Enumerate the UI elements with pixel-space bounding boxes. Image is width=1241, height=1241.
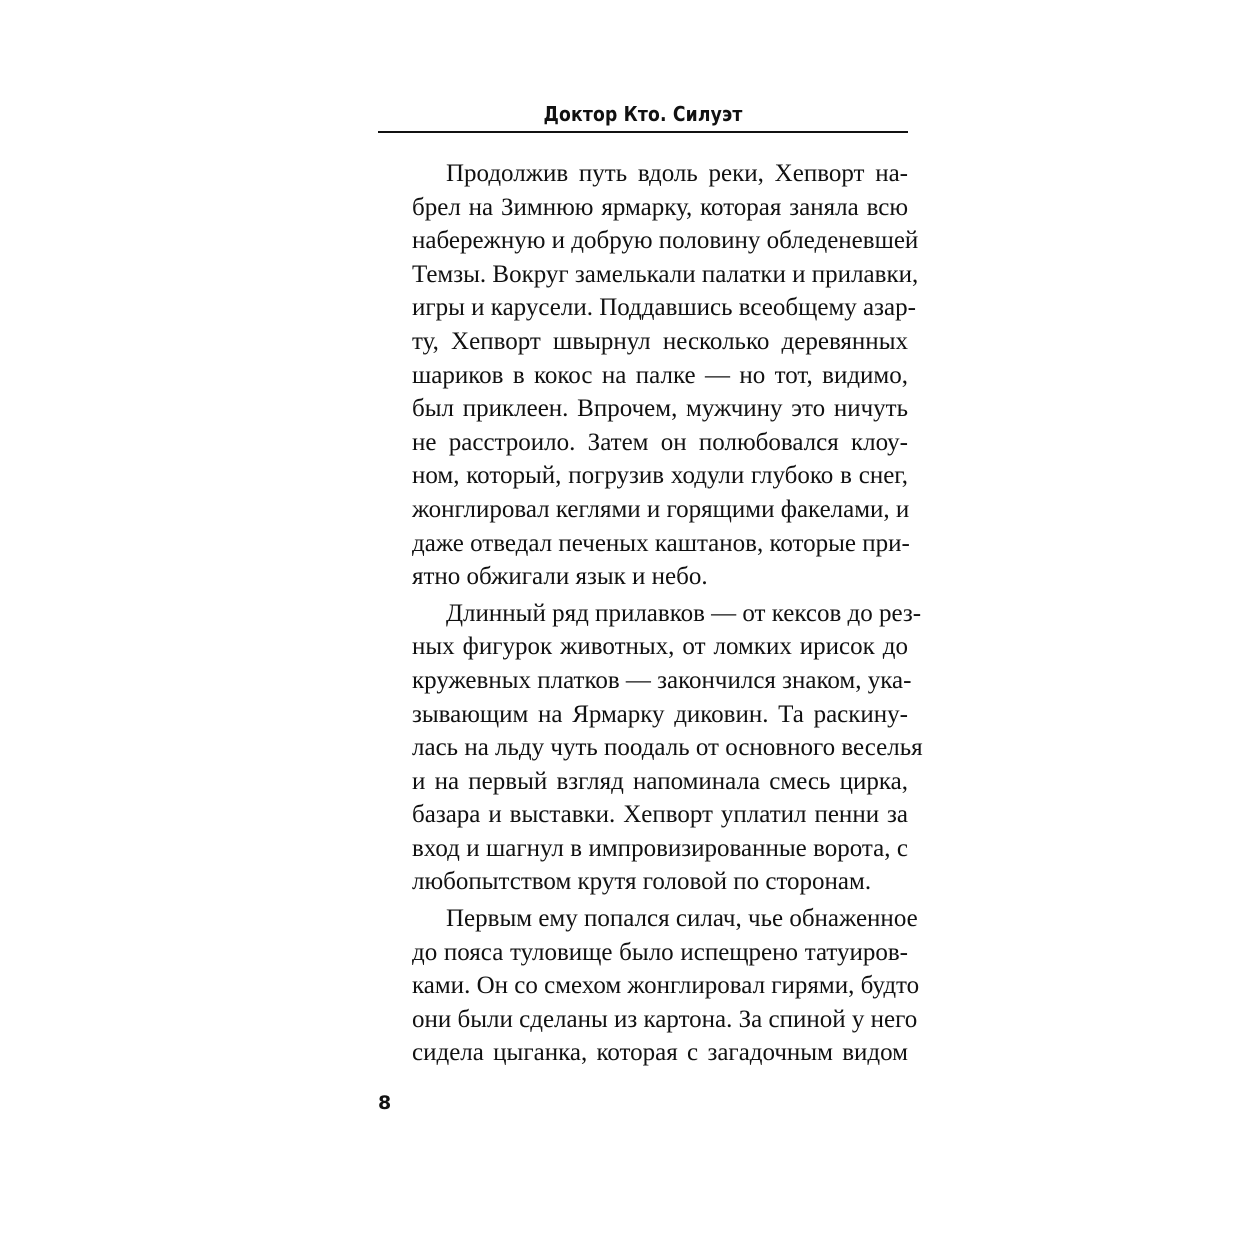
text-line: кружевных платков — закончился знаком, ука- [412,666,912,694]
text-line: ту, Хепворт швырнул несколько деревянных [412,327,908,355]
page-number: 8 [378,1092,392,1114]
text-line: они были сделаны из картона. За спиной у него [412,1005,918,1033]
text-line: Длинный ряд прилавков — от кексов до рез- [446,599,922,627]
text-line: зывающим на Ярмарку диковин. Та раскину- [412,700,908,728]
text-line: жонглировал кеглями и горящими факелами, и [412,495,910,523]
text-line: ных фигурок животных, от ломких ирисок до [412,633,908,661]
body-text [378,157,923,1073]
text-line: был приклеен. Впрочем, мужчину это ничуть [412,395,908,423]
text-line: ятно обжигали язык и небо. [412,563,708,591]
text-line: любопытством крутя головой по сторонам. [412,868,872,896]
text-line: игры и карусели. Поддавшись всеобщему азар- [412,294,916,322]
text-line: брел на Зимнюю ярмарку, которая заняла всю [412,193,908,221]
text-line: набережную и добрую половину обледеневшей [412,227,919,255]
text-line: лась на льду чуть поодаль от основного веселья [412,734,923,762]
paragraph-1 [378,157,919,594]
text-line: Продолжив путь вдоль реки, Хепворт на- [446,160,908,187]
text-line: ном, который, погрузив ходули глубоко в снег, [412,462,908,490]
book-title: Доктор Кто. Силуэт [543,102,743,126]
text-line: Темзы. Вокруг замелькали палатки и прилавки, [412,260,919,288]
text-line: не расстроило. Затем он полюбовался клоу- [412,428,908,456]
text-line: вход и шагнул в импровизированные ворота, с [412,834,908,862]
running-head [378,100,908,133]
text-line: даже отведал печеных каштанов, которые при- [412,529,910,557]
text-line: до пояса туловище было испещрено татуиров- [412,938,908,966]
text-line: базара и выставки. Хепворт уплатил пенни за [412,801,908,829]
text-line: и на первый взгляд напоминала смесь цирка, [412,767,908,795]
text-line: сидела цыганка, которая с загадочным видом [412,1039,908,1067]
paragraph-2 [378,597,923,899]
text-line: ками. Он со смехом жонглировал гирями, будто [412,972,920,1000]
text-line: Первым ему попался силач, чье обнаженное [446,905,918,933]
text-line: шариков в кокос на палке — но тот, видимо, [412,361,908,389]
paragraph-3 [378,902,920,1070]
